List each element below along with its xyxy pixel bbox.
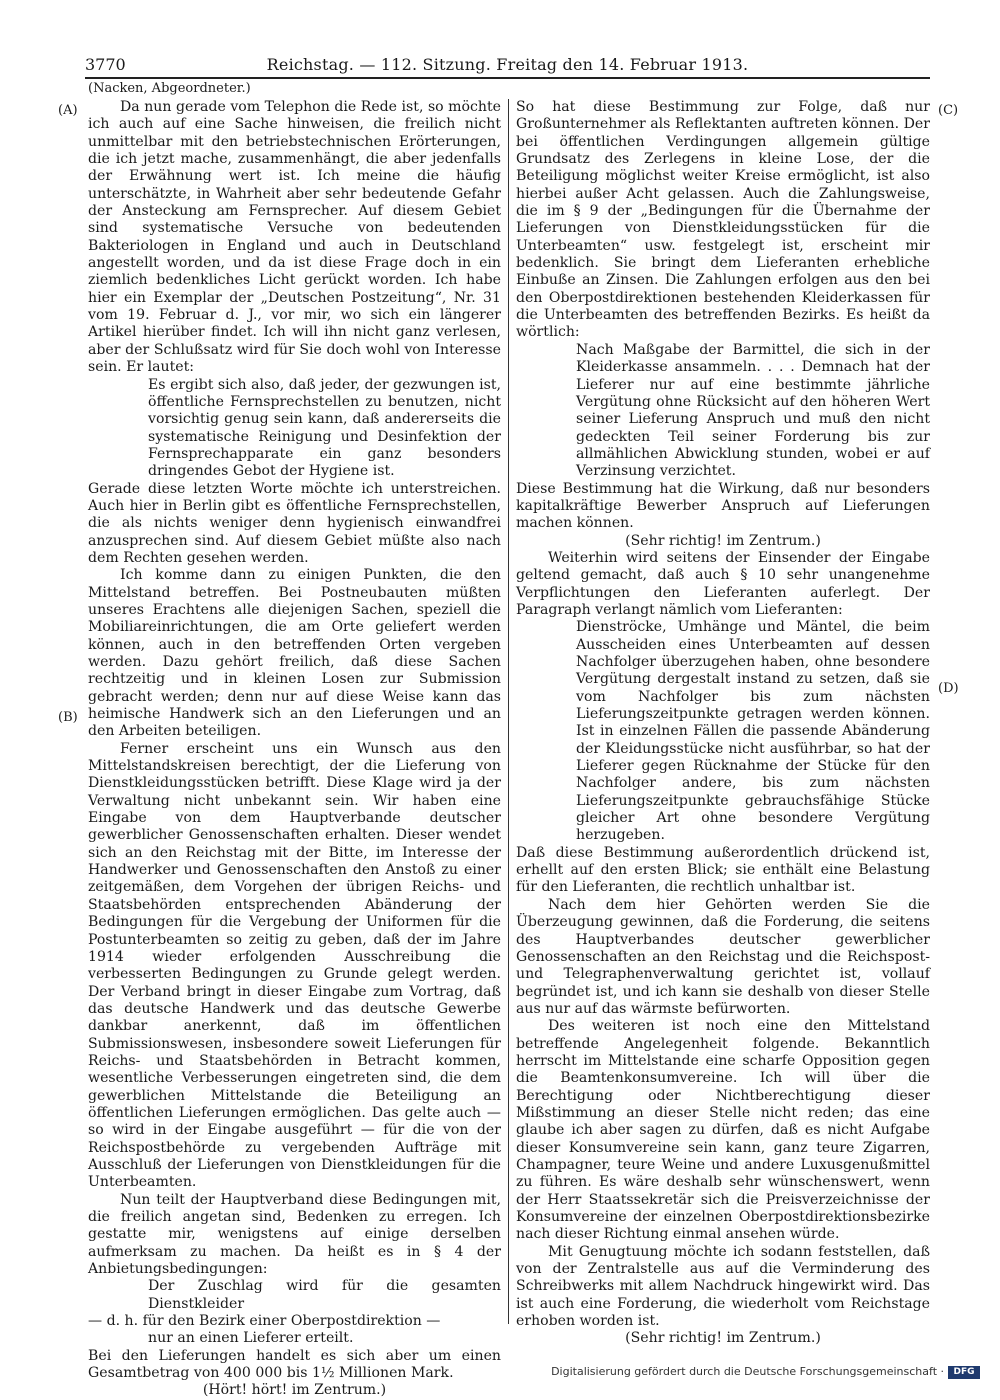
running-title: Reichstag. — 112. Sitzung. Freitag den 14. Februar 1913. — [266, 55, 749, 74]
paragraph-unterstreichen: Gerade diese letzten Worte möchte ich unterstreichen. Auch hier in Berlin gibt es öffentliche Fernsprechstellen, die als nichts weniger denn hygienisch einwandfrei anzusprechen sind. Auf diesem Gebiet müßte also nach dem Rechten gesehen werden. — [88, 480, 501, 566]
quote-lieferer: nur an einen Lieferer erteilt. — [148, 1330, 354, 1347]
speaker-line: (Nacken, Abgeordneter.) — [88, 81, 251, 96]
paragraph-mittelstand: Ich komme dann zu einigen Punkten, die den Mittelstand betreffen. Bei Postneubauten müßten unseres Erachtens alle diejenigen Sachen, speziell die Mobiliareinrichtungen, die am Orte geliefert werden können, auch in den betreffenden Orten vergeben werden. Dazu gehört freilich, daß diese Sachen rechtzeitig und in kleinen Losen zur Submission gebracht werden; denn nur auf diese Weise kann das heimische Handwerk sich an den Lieferungen und an den Arbeiten beteiligen. — [88, 567, 501, 740]
quote-postzeitung: Es ergibt sich also, daß jeder, der gezwungen ist, öffentliche Fernsprechstellen zu benutzen, nicht vorsichtig genug sein kann, daß andererseits die systematische Reinigung und Desinfektion der Fernsprechapparate ein ganz besonders dringendes Gebot der Hygiene ist. — [148, 376, 501, 480]
paragraph-grossunternehmer: So hat diese Bestimmung zur Folge, daß nur Großunternehmer als Reflektanten auftreten können. Der bei öffentlichen Verdingungen allgemein gültige Grundsatz des Zerlegens in kleine Lose, der die Beteiligung möglichst weiter Kreise ermöglicht, ist also hierbei außer Acht gelassen. Auch die Zahlungsweise, die im § 9 der „Bedingungen für die Übernahme der Lieferungen von Dienstkleidungsstücken für die Unterbeamten“ usw. festgelegt ist, erscheint mir bedenklich. Sie bringt dem Lieferanten erhebliche Einbuße an Zinsen. Die Zahlungen erfolgen aus den bei den Oberpostdirektionen bestehenden Kleiderkassen für die Unterbeamten des betreffenden Bezirks. Es heißt da wörtlich: — [516, 99, 930, 341]
interjection-sehr-richtig-2: (Sehr richtig! im Zentrum.) — [625, 1330, 821, 1347]
margin-marker-a: (A) — [58, 103, 78, 118]
quote-zuschlag: Der Zuschlag wird für die gesamten Dienstkleider — [148, 1278, 501, 1312]
paragraph-wirkung: Diese Bestimmung hat die Wirkung, daß nur besonders kapitalkräftige Bewerber Anspruch auf Lieferungen machen können. — [516, 480, 930, 532]
page-footer — [0, 1365, 988, 1381]
paragraph-konsumvereine: Des weiteren ist noch eine den Mittelstand betreffende Angelegenheit folgende. Bekanntlich herrscht im Mittelstande eine scharfe Opposition gegen die Beamtenkonsumvereine. Ich will über die Berechtigung oder Nichtberechtigung dieser Mißstimmung an dieser Stelle nicht reden; das eine glaube ich aber sagen zu dürfen, daß es nicht Aufgabe dieser Konsumvereine sein kann, ganz teure Zigarren, Champagner, teure Weine und andere Luxusgenußmittel zu führen. Es wäre deshalb sehr wünschenswert, wenn der Herr Staatssekretär sich die Preisverzeichnisse der Konsumvereine der einzelnen Oberpostdirektionsbezirke nach dieser Richtung einmal ansehen würde. — [516, 1018, 930, 1243]
paragraph-schreibwerk: Mit Genugtuung möchte ich sodann feststellen, daß von der Zentralstelle aus auf die Verminderung des Schreibwerks mit allem Nachdruck hingewirkt wird. Das ist auch eine Forderung, die wiederholt vom Reichstage erhoben worden ist. — [516, 1243, 930, 1330]
margin-marker-d: (D) — [938, 681, 959, 696]
paragraph-dienstkleidung: Ferner erscheint uns ein Wunsch aus den Mittelstandskreisen berechtigt, der die Lieferung von Dienstkleidungsstücken betrifft. Diese Klage wird ja der Verwaltung nicht unbekannt sein. Wir haben eine Eingabe von dem Hauptverbande deutscher gewerblicher Genossenschaften erhalten. Dieser wendet sich an den Reichstag mit der Bitte, im Interesse der Handwerker und Genossenschaften den Anstoß zu einer zeitgemäßen, dem Vorgehen der übrigen Reichs- und Staatsbehörden entsprechenden Abänderung der Bedingungen für die Vergebung der Uniformen für die Postunterbeamten so zeitig zu geben, daß der im Jahre 1914 wieder erfolgenden Ausschreibung die verbesserten Bedingungen zu Grunde gelegt werden. Der Verband bringt in dieser Eingabe zum Vortrag, daß das deutsche Handwerk und das deutsche Gewerbe dankbar anerkennt, daß im öffentlichen Submissionswesen, insbesondere soweit Lieferungen für Reichs- und Staatsbehörden in Betracht kommen, wesentliche Verbesserungen eingetreten sind, die dem gewerblichen Mittelstande die Beteiligung an öffentlichen Lieferungen ermöglichen. Das gelte auch — so wird in der Eingabe ausgeführt — für die von der Reichspostbehörde zu vergebenden Aufträge mit Ausschluß der Lieferungen von Dienstkleidungen für die Unterbeamten. — [88, 740, 501, 1191]
paragraph-ueberzeugung: Nach dem hier Gehörten werden Sie die Überzeugung gewinnen, daß die Forderung, die seitens des Hauptverbandes deutscher gewerblicher Genossenschaften an den Reichstag und die Reichspost- und Telegraphenverwaltung gerichtet ist, vollauf begründet ist, und ich kann sie deshalb von dieser Stelle aus nur auf das wärmste befürworten. — [516, 896, 930, 1017]
paragraph-gesamtbetrag: Bei den Lieferungen handelt es sich aber um einen Gesamtbetrag von 400 000 bis 1½ Millionen Mark. — [88, 1347, 501, 1382]
quote-bezirk: — d. h. für den Bezirk einer Oberpostdirektion — — [88, 1313, 441, 1330]
paragraph-drueckend: Daß diese Bestimmung außerordentlich drückend ist, erhellt auf den ersten Blick; sie enthält eine Belastung für den Lieferanten, die rechtlich unhaltbar ist. — [516, 844, 930, 896]
footer-credit: Digitalisierung gefördert durch die Deutsche Forschungsgemeinschaft · — [551, 1365, 944, 1378]
margin-marker-b: (B) — [58, 710, 78, 725]
paragraph-telephon: Da nun gerade vom Telephon die Rede ist, so möchte ich auch auf eine Sache hinweisen, die freilich nicht unmittelbar mit den betriebstechnischen Erörterungen, die ich jetzt mache, zusammenhängt, die aber jedenfalls der Erwähnung wert ist. Ich meine die häufig unterschätzte, in Wahrheit aber sehr bedeutende Gefahr der Ansteckung am Fernsprecher. Auf diesem Gebiet sind systematische Versuche von bedeutenden Bakteriologen in England und auch in Deutschland angestellt worden, und da ist diese Frage doch in ein ziemlich bedenkliches Licht gerückt worden. Ich habe hier ein Exemplar der „Deutschen Postzeitung“, Nr. 31 vom 19. Februar d. J., vor mir, wo sich ein längerer Artikel hierüber findet. Ich will ihn nicht ganz verlesen, aber der Schlußsatz wird für Sie doch wohl von Interesse sein. Er lautet: — [88, 99, 501, 376]
paragraph-paragraph-10: Weiterhin wird seitens der Einsender der Eingabe geltend gemacht, daß auch § 10 sehr unangenehme Verpflichtungen den Lieferanten auferlegt. Der Paragraph verlangt nämlich vom Lieferanten: — [516, 549, 930, 618]
left-column — [88, 99, 501, 1400]
column-divider — [508, 99, 509, 1324]
header-rule — [85, 77, 930, 79]
right-column — [516, 99, 930, 1348]
interjection-sehr-richtig-1: (Sehr richtig! im Zentrum.) — [625, 532, 821, 549]
quote-barmittel: Nach Maßgabe der Barmittel, die sich in der Kleiderkasse ansammeln. . . . Demnach hat der Lieferer nur auf eine bestimmte jährliche Vergütung ohne Rücksicht auf den höheren Wert seiner Lieferung Anspruch und muß den nicht gedeckten Teil seiner Forderung bis zur allmählichen Abwicklung stunden, wobei er auf Verzinsung verzichtet. — [576, 341, 930, 480]
interjection-hoert: (Hört! hört! im Zentrum.) — [202, 1382, 387, 1399]
page-number: 3770 — [85, 55, 126, 74]
margin-marker-c: (C) — [938, 103, 959, 118]
quote-dienstroecke: Dienströcke, Umhänge und Mäntel, die beim Ausscheiden eines Unterbeamten auf dessen Nachfolger überzugehen haben, ohne besondere Vergütung dergestalt instand zu setzen, daß sie vom Nachfolger bis zum nächsten Lieferungszeitpunkte getragen werden können. Ist in einzelnen Fällen die passende Abänderung der Kleidungsstücke nicht ausführbar, so hat der Lieferer gegen Rücknahme der Stücke für den Nachfolger andere, bis zum nächsten Lieferungszeitpunkte gebrauchsfähige Stücke gleicher Art ohne besondere Vergütung herzugeben. — [576, 619, 930, 844]
paragraph-hauptverband: Nun teilt der Hauptverband diese Bedingungen mit, die freilich angetan sind, Bedenken zu erregen. Ich gestatte mir, wenigstens auf einige derselben aufmerksam zu machen. Da heißt es in § 4 der Anbietungsbedingungen: — [88, 1191, 501, 1278]
page-header — [85, 55, 930, 79]
dfg-logo: DFG — [948, 1366, 980, 1379]
